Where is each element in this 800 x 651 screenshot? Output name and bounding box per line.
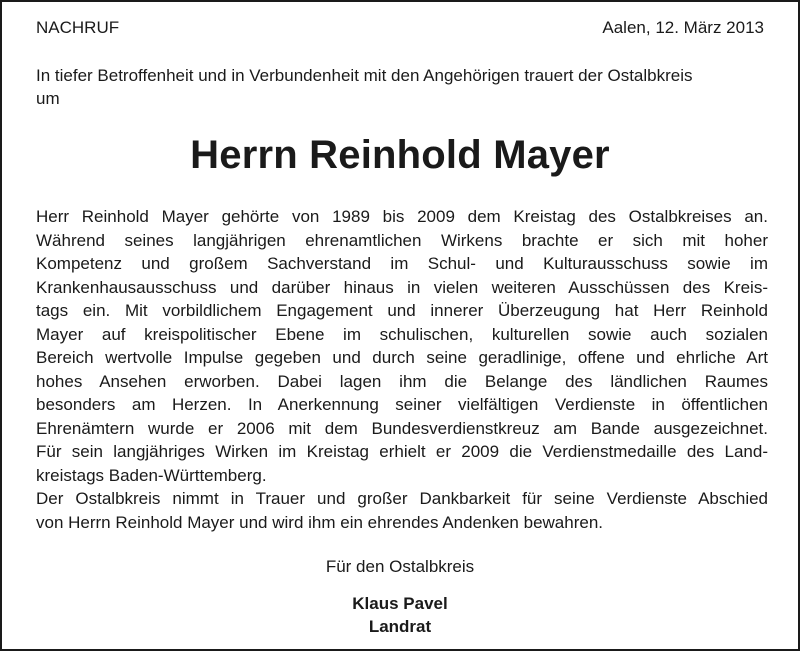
body-line: Der Ostalbkreis nimmt in Trauer und großer Dankbarkeit für seine Verdienste Abschied [36,489,768,508]
body-line: Herr Reinhold Mayer gehörte von 1989 bis 2009 dem Kreistag des Ostalbkreises an. [36,207,768,226]
signature-block [2,592,798,638]
body-line: von Herrn Reinhold Mayer und wird ihm ein ehrendes Andenken bewahren. [36,512,604,532]
signer-name: Klaus Pavel [352,594,448,613]
intro-line: In tiefer Betroffenheit und in Verbundenheit mit den Angehörigen trauert der Ostalbkreis [36,66,693,85]
body-line: hohes Ansehen erworben. Dabei lagen ihm die Belange des ländlichen Raumes [36,371,768,391]
body-line: Für sein langjähriges Wirken im Kreistag erhielt er 2009 die Verdienstmedaille des Land- [36,442,768,461]
body-line: tags ein. Mit vorbildlichem Engagement und innerer Überzeugung hat Herr Reinhold [36,301,768,320]
intro-line: um [36,89,60,108]
body-line: kreistags Baden-Württemberg. [36,465,267,485]
place-date: Aalen, 12. März 2013 [602,18,764,37]
body-line: Während seines langjährigen ehrenamtlichen Wirkens brachte er sich mit hoher [36,230,768,250]
body-line: Kompetenz und großem Sachverstand im Schul- und Kulturausschuss sowie im [36,254,768,273]
body-line: Mayer auf kreispolitischer Ebene im schulischen, kulturellen sowie auch sozialen [36,324,768,344]
body-line: besonders am Herzen. In Anerkennung seiner vielfältigen Verdienste in öffentlichen [36,395,768,414]
closing-line: Für den Ostalbkreis [325,557,475,576]
body-line: Ehrenämtern wurde er 2006 mit dem Bundesverdienstkreuz am Bande ausgezeichnet. [36,418,768,438]
notice-label: NACHRUF [36,18,120,37]
tribute-body [36,205,768,534]
body-line: Bereich wertvolle Impulse gegeben und durch seine geradlinige, offene und ehrliche Art [36,348,768,367]
body-line: Krankenhausausschuss und darüber hinaus in vielen weiteren Ausschüssen des Kreis- [36,277,768,297]
intro-paragraph [36,64,768,110]
signer-title: Landrat [368,617,432,636]
deceased-name-heading: Herrn Reinhold Mayer [190,133,610,177]
notice-header [36,16,764,40]
